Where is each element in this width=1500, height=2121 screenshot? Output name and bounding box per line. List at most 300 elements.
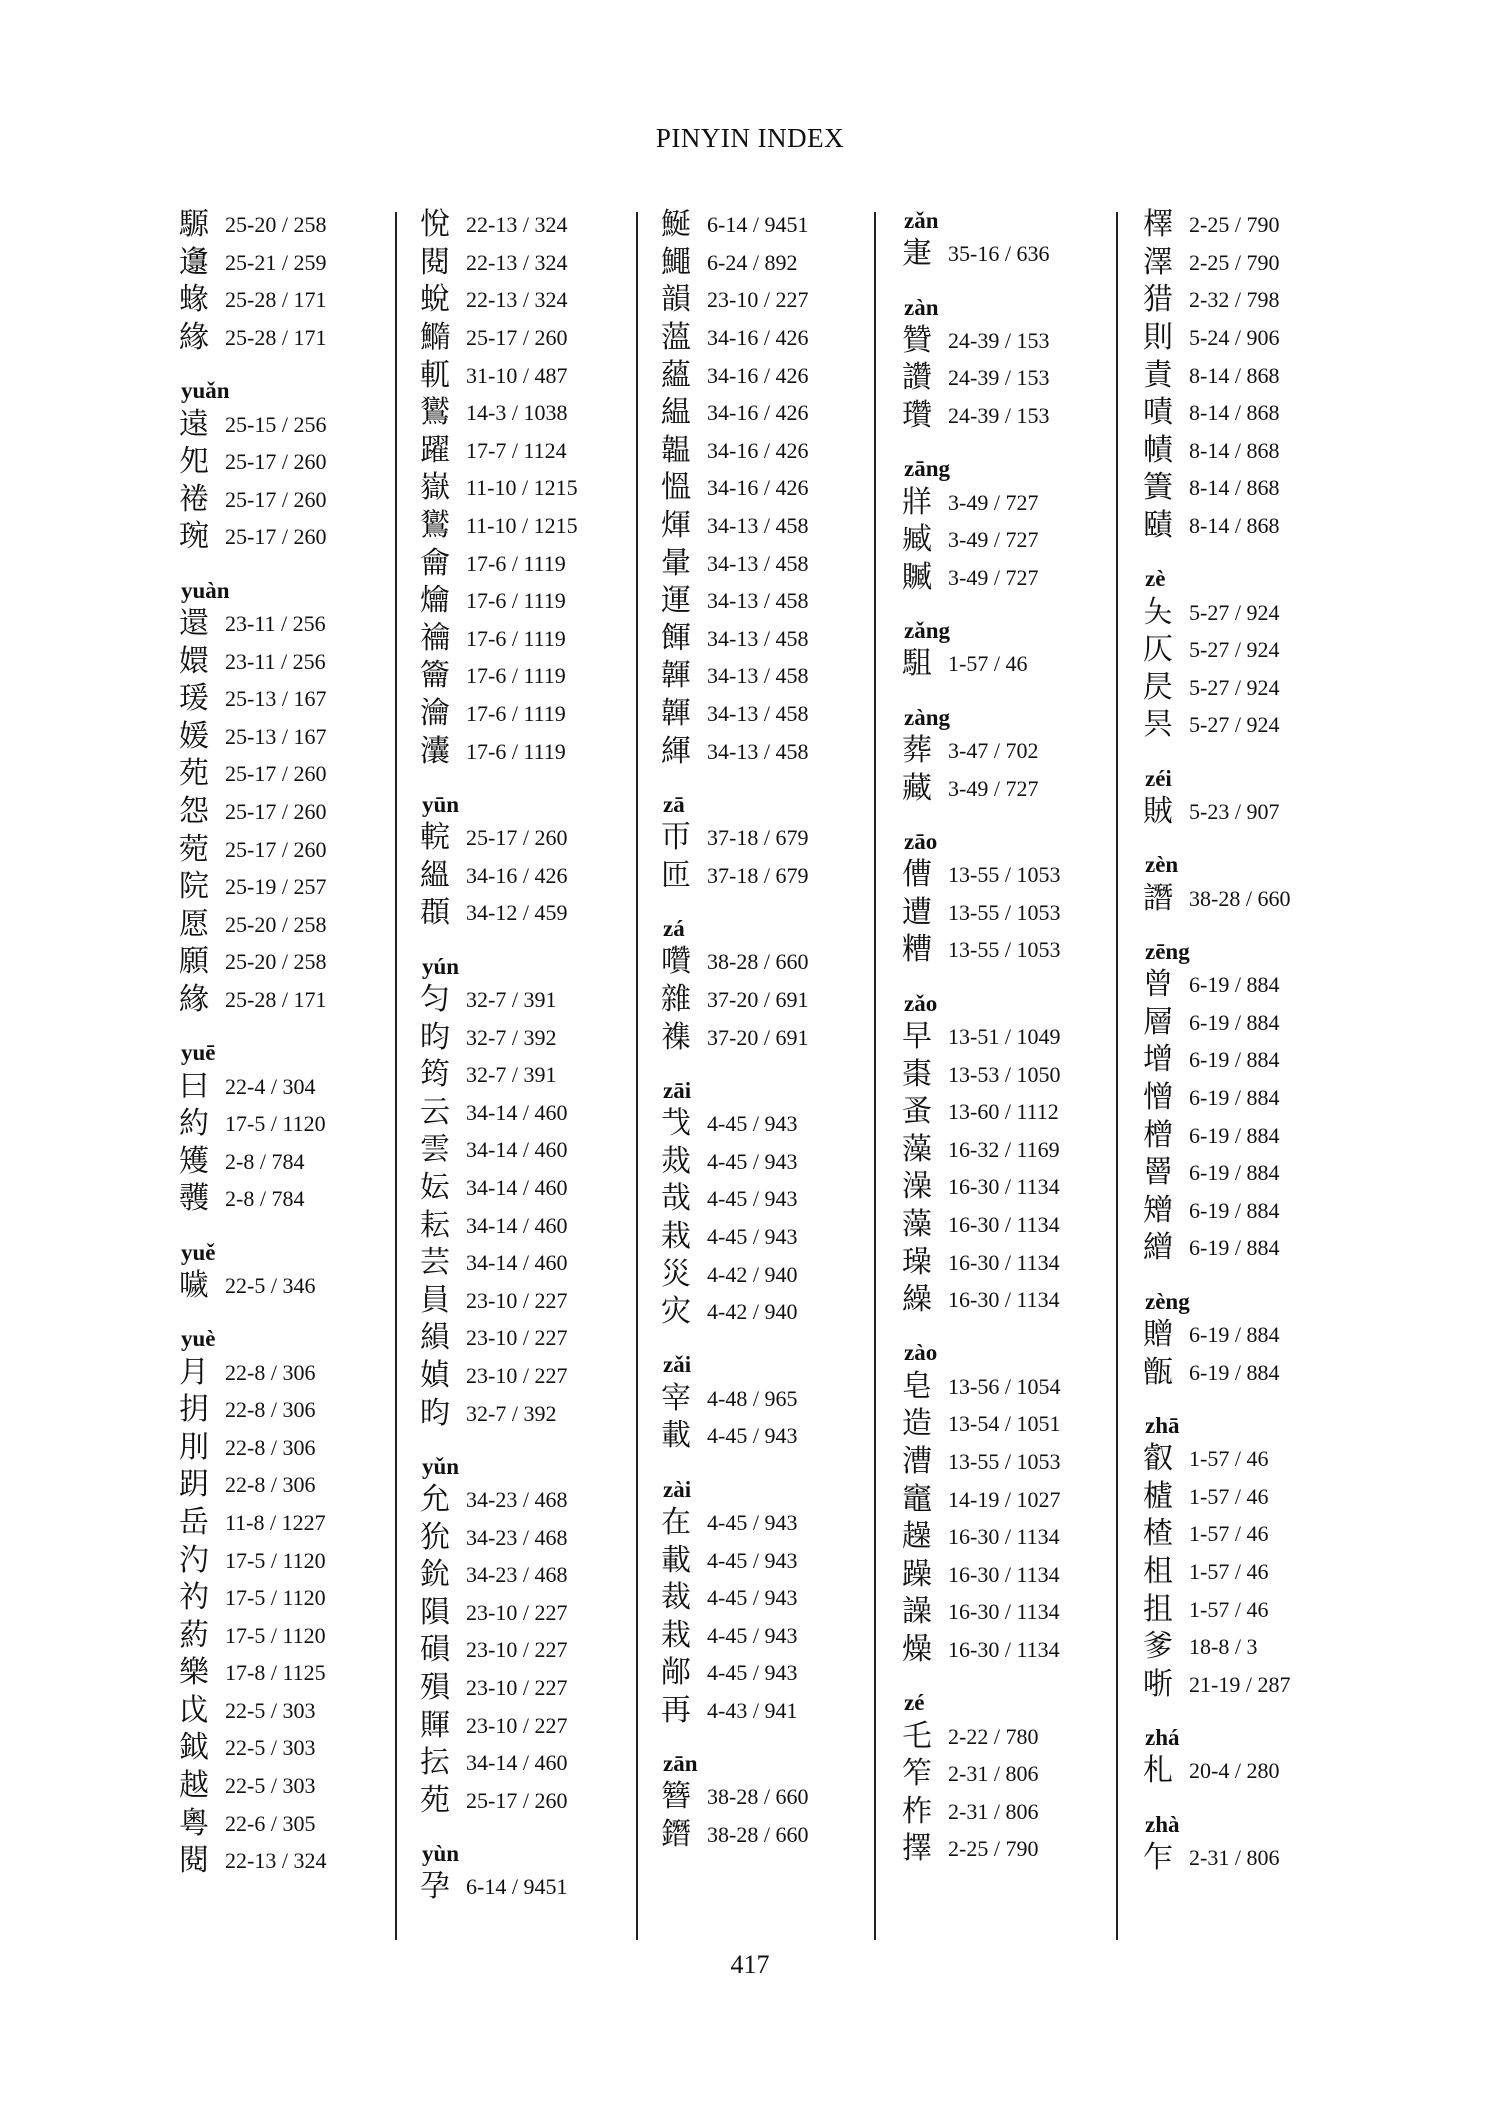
- entry-reference: 3-49 / 727: [948, 775, 1039, 801]
- index-entry: [1143, 507, 1348, 545]
- index-entry: [661, 1105, 866, 1143]
- index-entry: [420, 1518, 625, 1556]
- index-entry: [179, 206, 384, 244]
- entry-reference: 5-24 / 906: [1189, 325, 1280, 351]
- entry-reference: 8-14 / 868: [1189, 362, 1280, 388]
- entry-reference: 34-16 / 426: [707, 437, 809, 463]
- index-entry: [661, 981, 866, 1019]
- entry-character: 䣊: [661, 1655, 691, 1691]
- entry-character: 隕: [420, 1594, 450, 1630]
- index-entry: [661, 1180, 866, 1218]
- entry-reference: 11-10 / 1215: [466, 475, 578, 501]
- index-entry: [1143, 1154, 1348, 1192]
- pinyin-section: [902, 454, 1107, 596]
- entry-character: 騵: [179, 207, 209, 243]
- index-entry: [179, 244, 384, 282]
- entry-character: 樝: [1143, 1478, 1173, 1514]
- index-entry: [179, 755, 384, 793]
- entry-reference: 6-14 / 9451: [707, 212, 809, 238]
- entry-character: 乍: [1143, 1839, 1173, 1875]
- index-entry: [1143, 1353, 1348, 1391]
- entry-reference: 31-10 / 487: [466, 362, 568, 388]
- pinyin-heading: yǔn: [422, 1453, 460, 1479]
- pinyin-section: [1143, 1723, 1348, 1790]
- entry-character: 苑: [179, 756, 209, 792]
- entry-reference: 4-45 / 943: [707, 1223, 798, 1249]
- index-entry: [179, 680, 384, 718]
- entry-character: 糟: [902, 932, 932, 968]
- entry-character: 則: [1143, 320, 1173, 356]
- pinyin-heading: yún: [422, 953, 460, 979]
- entry-character: 璪: [902, 1244, 932, 1280]
- index-entry: [420, 1556, 625, 1594]
- entry-reference: 2-22 / 780: [948, 1723, 1039, 1749]
- entry-reference: 37-18 / 679: [707, 862, 809, 888]
- index-entry: [902, 1717, 1107, 1755]
- entry-reference: 13-55 / 1053: [948, 899, 1061, 925]
- index-entry: [902, 1792, 1107, 1830]
- entry-character: 災: [661, 1256, 691, 1292]
- index-entry: [420, 1706, 625, 1744]
- index-entry: [420, 732, 625, 770]
- entry-reference: 4-42 / 940: [707, 1261, 798, 1287]
- entry-reference: 38-28 / 660: [1189, 885, 1291, 911]
- index-entry: [179, 1579, 384, 1617]
- entry-reference: 6-19 / 884: [1189, 1321, 1280, 1347]
- page-title: PINYIN INDEX: [655, 123, 845, 153]
- entry-character: 鉞: [179, 1730, 209, 1766]
- index-entry: [661, 1541, 866, 1579]
- entry-reference: 8-14 / 868: [1189, 475, 1280, 501]
- index-entry: [1143, 432, 1348, 470]
- entry-character: 栽: [661, 1218, 691, 1254]
- entry-character: 韞: [661, 432, 691, 468]
- entry-character: 柤: [1143, 1553, 1173, 1589]
- page-number: 417: [730, 1950, 770, 1979]
- entry-character: 早: [902, 1019, 932, 1055]
- entry-reference: 1-57 / 46: [1189, 1558, 1269, 1584]
- entry-reference: 25-19 / 257: [225, 874, 327, 900]
- entry-character: 岳: [179, 1504, 209, 1540]
- index-entry: [1143, 1316, 1348, 1354]
- entry-reference: 25-20 / 258: [225, 949, 327, 975]
- index-entry: [1143, 1440, 1348, 1478]
- pinyin-section: [902, 1338, 1107, 1668]
- index-entry: [902, 1830, 1107, 1868]
- entry-reference: 17-5 / 1120: [225, 1585, 326, 1611]
- entry-reference: 23-11 / 256: [225, 648, 326, 674]
- index-entry: [661, 1504, 866, 1542]
- index-entry: [661, 732, 866, 770]
- index-entry: [420, 981, 625, 1019]
- index-entry: [420, 544, 625, 582]
- entry-character: 鱦: [661, 244, 691, 280]
- entry-reference: 24-39 / 153: [948, 403, 1050, 429]
- index-entry: [179, 830, 384, 868]
- entry-character: 慍: [661, 470, 691, 506]
- entry-reference: 13-51 / 1049: [948, 1024, 1061, 1050]
- entry-reference: 34-23 / 468: [466, 1487, 568, 1513]
- entry-character: 苑: [420, 1782, 450, 1818]
- pinyin-heading: zhá: [1145, 1725, 1180, 1750]
- entry-reference: 23-10 / 227: [466, 1325, 568, 1351]
- entry-reference: 20-4 / 280: [1189, 1758, 1280, 1784]
- index-entry: [420, 1782, 625, 1820]
- index-entry: [902, 1168, 1107, 1206]
- entry-character: 矰: [1143, 1192, 1173, 1228]
- entry-character: 葯: [179, 1617, 209, 1653]
- entry-character: 抯: [1143, 1591, 1173, 1627]
- entry-character: 悅: [420, 207, 450, 243]
- entry-reference: 4-48 / 965: [707, 1385, 798, 1411]
- entry-character: 韻: [661, 282, 691, 318]
- entry-reference: 4-45 / 943: [707, 1622, 798, 1648]
- entry-character: 層: [1143, 1004, 1173, 1040]
- pinyin-heading: zàng: [904, 704, 950, 730]
- pinyin-section: [179, 1238, 384, 1305]
- pinyin-heading: zè: [1145, 566, 1166, 592]
- entry-reference: 22-6 / 305: [225, 1810, 316, 1836]
- pinyin-section: [902, 206, 1107, 273]
- entry-reference: 25-17 / 260: [466, 825, 568, 851]
- index-entry: [902, 1480, 1107, 1518]
- index-entry: [661, 695, 866, 733]
- entry-reference: 8-14 / 868: [1189, 437, 1280, 463]
- entry-character: 刖: [179, 1429, 209, 1465]
- entry-reference: 23-10 / 227: [466, 1362, 568, 1388]
- entry-reference: 34-23 / 468: [466, 1524, 568, 1550]
- index-entry: [420, 432, 625, 470]
- entry-reference: 8-14 / 868: [1189, 400, 1280, 426]
- index-entry: [902, 732, 1107, 770]
- entry-reference: 4-45 / 943: [707, 1423, 798, 1449]
- index-entry: [661, 432, 866, 470]
- entry-character: 寁: [902, 236, 932, 272]
- index-entry: [902, 483, 1107, 521]
- entry-character: 牂: [902, 484, 932, 520]
- index-entry: [902, 894, 1107, 932]
- entry-character: 筠: [420, 1057, 450, 1093]
- index-entry: [1143, 593, 1348, 631]
- entry-reference: 24-39 / 153: [948, 365, 1050, 391]
- entry-character: 繒: [1143, 1230, 1173, 1266]
- index-entry: [661, 620, 866, 658]
- entry-reference: 2-31 / 806: [1189, 1844, 1280, 1870]
- index-entry: [420, 1169, 625, 1207]
- pinyin-heading: yùn: [422, 1841, 460, 1867]
- entry-reference: 34-16 / 426: [707, 475, 809, 501]
- index-entry: [420, 620, 625, 658]
- entry-character: 遭: [902, 894, 932, 930]
- entry-character: 琬: [179, 519, 209, 555]
- entry-character: 憎: [1143, 1079, 1173, 1115]
- entry-reference: 34-23 / 468: [466, 1562, 568, 1588]
- entry-reference: 5-27 / 924: [1189, 712, 1280, 738]
- index-entry: [902, 1018, 1107, 1056]
- index-entry: [902, 645, 1107, 683]
- index-entry: [179, 1654, 384, 1692]
- pinyin-heading: yuǎn: [181, 378, 230, 404]
- entry-reference: 13-55 / 1053: [948, 937, 1061, 963]
- entry-reference: 23-10 / 227: [466, 1712, 568, 1738]
- entry-character: 再: [661, 1692, 691, 1728]
- index-entry: [661, 1816, 866, 1854]
- entry-reference: 23-10 / 227: [466, 1675, 568, 1701]
- entry-reference: 25-15 / 256: [225, 411, 327, 437]
- index-entry: [1143, 1590, 1348, 1628]
- entry-reference: 3-49 / 727: [948, 489, 1039, 515]
- entry-reference: 6-19 / 884: [1189, 1235, 1280, 1261]
- entry-character: 約: [179, 1106, 209, 1142]
- index-entry: [179, 981, 384, 1019]
- entry-character: 緼: [661, 395, 691, 431]
- entry-character: 楂: [1143, 1516, 1173, 1552]
- index-entry: [661, 582, 866, 620]
- pinyin-heading: zèng: [1145, 1288, 1190, 1314]
- index-entry: [661, 1293, 866, 1331]
- entry-character: 耘: [420, 1207, 450, 1243]
- entry-character: 軏: [420, 357, 450, 393]
- entry-character: 鸑: [420, 395, 450, 431]
- index-entry: [179, 1267, 384, 1305]
- entry-character: 遠: [179, 406, 209, 442]
- index-entry: [179, 481, 384, 519]
- entry-reference: 22-8 / 306: [225, 1397, 316, 1423]
- entry-character: 昀: [420, 1395, 450, 1431]
- entry-reference: 5-23 / 907: [1189, 799, 1280, 825]
- index-entry: [420, 507, 625, 545]
- entry-reference: 1-57 / 46: [1189, 1521, 1269, 1547]
- pinyin-heading: zéi: [1145, 765, 1172, 791]
- entry-character: 宰: [661, 1380, 691, 1416]
- index-entry: [661, 1379, 866, 1417]
- entry-character: 媜: [420, 1357, 450, 1393]
- index-entry: [902, 1055, 1107, 1093]
- entry-reference: 22-13 / 324: [466, 212, 568, 238]
- entry-character: 匝: [661, 857, 691, 893]
- index-entry: [661, 819, 866, 857]
- entry-reference: 3-49 / 727: [948, 564, 1039, 590]
- index-entry: [420, 657, 625, 695]
- pinyin-section: [420, 206, 625, 770]
- index-entry: [420, 394, 625, 432]
- index-entry: [902, 359, 1107, 397]
- entry-character: 夨: [1143, 594, 1173, 630]
- entry-character: 燥: [902, 1631, 932, 1667]
- index-entry: [661, 356, 866, 394]
- entry-character: 爹: [1143, 1629, 1173, 1665]
- entry-reference: 25-17 / 260: [225, 799, 327, 825]
- entry-character: 妘: [420, 1169, 450, 1205]
- index-entry: [1143, 1229, 1348, 1267]
- pinyin-heading: zá: [663, 916, 685, 942]
- pinyin-section: [661, 1076, 866, 1331]
- entry-character: 孕: [420, 1869, 450, 1905]
- entry-reference: 25-28 / 171: [225, 325, 327, 351]
- index-entry: [420, 1093, 625, 1131]
- pinyin-heading: zāng: [904, 456, 950, 482]
- entry-reference: 4-42 / 940: [707, 1299, 798, 1325]
- entry-reference: 34-14 / 460: [466, 1137, 568, 1163]
- index-entry: [1143, 206, 1348, 244]
- pinyin-section: [661, 1475, 866, 1730]
- entry-reference: 22-4 / 304: [225, 1073, 316, 1099]
- index-entry: [902, 1131, 1107, 1169]
- entry-reference: 34-14 / 460: [466, 1750, 568, 1776]
- index-entry: [179, 1142, 384, 1180]
- entry-reference: 22-8 / 306: [225, 1472, 316, 1498]
- entry-reference: 32-7 / 392: [466, 1400, 557, 1426]
- entry-reference: 25-17 / 260: [225, 761, 327, 787]
- index-column-1: [179, 206, 384, 1900]
- entry-reference: 2-25 / 790: [1189, 212, 1280, 238]
- entry-reference: 17-8 / 1125: [225, 1660, 326, 1686]
- entry-character: 夗: [179, 444, 209, 480]
- entry-character: 曾: [1143, 967, 1173, 1003]
- index-entry: [902, 1555, 1107, 1593]
- entry-reference: 22-8 / 306: [225, 1359, 316, 1385]
- entry-reference: 4-45 / 943: [707, 1186, 798, 1212]
- index-entry: [179, 642, 384, 680]
- index-entry: [420, 1744, 625, 1782]
- entry-reference: 17-5 / 1120: [225, 1547, 326, 1573]
- entry-character: 粵: [179, 1805, 209, 1841]
- index-entry: [902, 1405, 1107, 1443]
- entry-reference: 17-6 / 1119: [466, 701, 566, 727]
- entry-character: 樂: [179, 1655, 209, 1691]
- entry-reference: 1-57 / 46: [948, 651, 1028, 677]
- entry-character: 瓚: [902, 398, 932, 434]
- pinyin-section: [1143, 850, 1348, 917]
- entry-character: 矱: [179, 1143, 209, 1179]
- entry-reference: 1-57 / 46: [1189, 1483, 1269, 1509]
- entry-reference: 25-17 / 260: [225, 524, 327, 550]
- entry-reference: 1-57 / 46: [1189, 1446, 1269, 1472]
- entry-character: 皂: [902, 1368, 932, 1404]
- entry-reference: 22-5 / 303: [225, 1773, 316, 1799]
- entry-character: 猎: [1143, 282, 1173, 318]
- entry-reference: 24-39 / 153: [948, 327, 1050, 353]
- entry-reference: 34-16 / 426: [707, 325, 809, 351]
- entry-reference: 11-8 / 1227: [225, 1509, 326, 1535]
- index-entry: [661, 943, 866, 981]
- entry-reference: 6-19 / 884: [1189, 1009, 1280, 1035]
- entry-character: 煇: [661, 508, 691, 544]
- entry-reference: 23-10 / 227: [466, 1637, 568, 1663]
- entry-reference: 17-6 / 1119: [466, 625, 566, 651]
- index-entry: [179, 1067, 384, 1105]
- index-entry: [420, 356, 625, 394]
- index-entry: [420, 819, 625, 857]
- index-entry: [1143, 1079, 1348, 1117]
- entry-character: 贈: [1143, 1316, 1173, 1352]
- index-entry: [179, 1391, 384, 1429]
- entry-reference: 34-13 / 458: [707, 588, 809, 614]
- entry-character: 月: [179, 1354, 209, 1390]
- entry-character: 邍: [179, 244, 209, 280]
- entry-reference: 3-47 / 702: [948, 738, 1039, 764]
- pinyin-section: [1143, 937, 1348, 1267]
- index-entry: [420, 206, 625, 244]
- entry-reference: 25-13 / 167: [225, 686, 327, 712]
- entry-character: 簪: [661, 1779, 691, 1815]
- entry-character: 瀹: [420, 696, 450, 732]
- entry-reference: 5-27 / 924: [1189, 599, 1280, 625]
- entry-character: 抎: [420, 1745, 450, 1781]
- entry-reference: 16-30 / 1134: [948, 1287, 1060, 1313]
- pinyin-heading: zāi: [663, 1077, 692, 1103]
- index-entry: [1143, 1041, 1348, 1079]
- entry-character: 檡: [1143, 207, 1173, 243]
- entry-reference: 4-45 / 943: [707, 1509, 798, 1535]
- entry-character: 昃: [1143, 669, 1173, 705]
- entry-character: 襍: [661, 1019, 691, 1055]
- pinyin-section: [1143, 564, 1348, 743]
- entry-character: 讚: [902, 360, 932, 396]
- entry-character: 傮: [902, 857, 932, 893]
- index-entry: [179, 1353, 384, 1391]
- entry-reference: 35-16 / 636: [948, 241, 1050, 267]
- index-entry: [420, 1018, 625, 1056]
- entry-character: 蚤: [902, 1094, 932, 1130]
- entry-reference: 17-6 / 1119: [466, 738, 566, 764]
- index-entry: [179, 443, 384, 481]
- index-entry: [661, 657, 866, 695]
- entry-character: 薀: [661, 320, 691, 356]
- entry-reference: 13-55 / 1053: [948, 1448, 1061, 1474]
- entry-character: 藻: [902, 1131, 932, 1167]
- entry-reference: 25-28 / 171: [225, 986, 327, 1012]
- entry-reference: 23-10 / 227: [466, 1599, 568, 1625]
- entry-reference: 4-45 / 943: [707, 1660, 798, 1686]
- entry-reference: 25-17 / 260: [225, 486, 327, 512]
- column-divider: [874, 212, 876, 1940]
- entry-character: 柞: [902, 1793, 932, 1829]
- entry-character: 叡: [1143, 1441, 1173, 1477]
- pinyin-heading: zǎn: [904, 208, 939, 233]
- entry-character: 匀: [420, 981, 450, 1017]
- entry-character: 賾: [1143, 508, 1173, 544]
- index-entry: [420, 1357, 625, 1395]
- entry-reference: 4-43 / 941: [707, 1697, 798, 1723]
- entry-reference: 34-13 / 458: [707, 701, 809, 727]
- entry-reference: 1-57 / 46: [1189, 1596, 1269, 1622]
- entry-reference: 25-17 / 260: [466, 325, 568, 351]
- entry-reference: 17-7 / 1124: [466, 437, 567, 463]
- pinyin-section: [1143, 1810, 1348, 1877]
- entry-reference: 6-24 / 892: [707, 249, 798, 275]
- entry-reference: 11-10 / 1215: [466, 513, 578, 539]
- pinyin-heading: zāo: [904, 828, 938, 854]
- pinyin-section: [902, 989, 1107, 1319]
- index-entry: [902, 322, 1107, 360]
- entry-reference: 3-49 / 727: [948, 527, 1039, 553]
- entry-character: 嬛: [179, 643, 209, 679]
- index-entry: [420, 281, 625, 319]
- entry-reference: 34-13 / 458: [707, 550, 809, 576]
- index-entry: [1143, 669, 1348, 707]
- entry-reference: 14-19 / 1027: [948, 1486, 1061, 1512]
- entry-reference: 22-13 / 324: [466, 287, 568, 313]
- entry-reference: 32-7 / 391: [466, 1062, 557, 1088]
- entry-character: 噦: [179, 1267, 209, 1303]
- index-entry: [179, 281, 384, 319]
- entry-character: 灢: [420, 733, 450, 769]
- index-column-5: [1143, 206, 1348, 1896]
- entry-reference: 21-19 / 287: [1189, 1671, 1291, 1697]
- entry-reference: 37-18 / 679: [707, 825, 809, 851]
- entry-character: 蝝: [179, 282, 209, 318]
